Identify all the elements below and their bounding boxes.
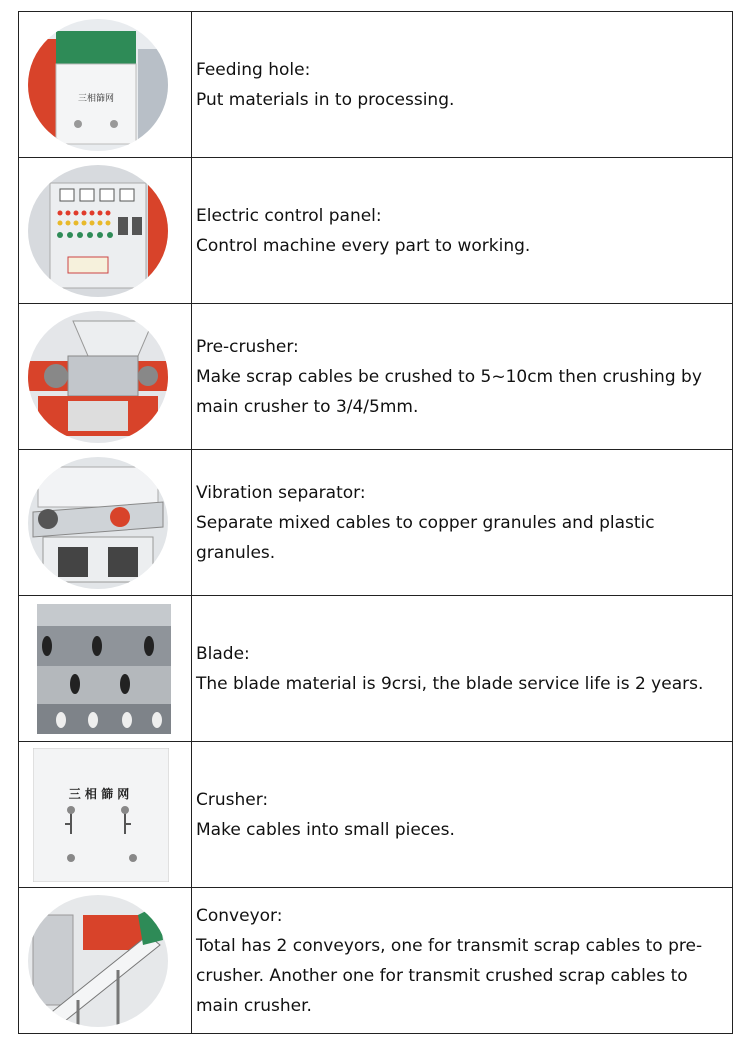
image-cell	[19, 304, 192, 450]
crusher-photo	[33, 748, 169, 882]
vibration-separator-photo	[28, 457, 168, 589]
table-row	[19, 888, 733, 1034]
pre-crusher-photo	[28, 311, 168, 443]
part-description: Make cables into small pieces.	[196, 819, 455, 840]
part-description: The blade material is 9crsi, the blade service life is 2 years.	[196, 673, 704, 694]
image-cell	[19, 742, 192, 888]
image-cell	[19, 158, 192, 304]
table-row	[19, 158, 733, 304]
feeding-hole-photo	[28, 19, 168, 151]
part-title: Conveyor:	[196, 905, 283, 926]
table-row	[19, 742, 733, 888]
machine-stamp: 三 相 篩 网	[68, 787, 130, 801]
part-title: Vibration separator:	[196, 482, 366, 503]
part-title: Pre-crusher:	[196, 336, 299, 357]
machine-parts-table	[18, 11, 733, 1034]
table-row	[19, 304, 733, 450]
text-cell	[192, 596, 733, 742]
image-cell	[19, 888, 192, 1034]
part-title: Crusher:	[196, 789, 269, 810]
machine-stamp: 三相篩网	[77, 94, 115, 104]
conveyor-photo	[28, 895, 168, 1027]
text-cell	[192, 158, 733, 304]
table-row	[19, 12, 733, 158]
control-panel-photo	[28, 165, 168, 297]
text-cell	[192, 888, 733, 1034]
part-description: Control machine every part to working.	[196, 235, 531, 256]
table-row	[19, 596, 733, 742]
part-description: Put materials in to processing.	[196, 89, 455, 110]
text-cell	[192, 742, 733, 888]
image-cell	[19, 450, 192, 596]
part-title: Blade:	[196, 643, 250, 664]
text-cell	[192, 450, 733, 596]
text-cell	[192, 304, 733, 450]
part-description: Total has 2 conveyors, one for transmit scrap cables to pre-crusher. Another one for transmit crushed scrap cables to main crusher.	[196, 935, 703, 1016]
part-title: Feeding hole:	[196, 59, 311, 80]
part-title: Electric control panel:	[196, 205, 382, 226]
text-cell	[192, 12, 733, 158]
blade-photo	[37, 604, 171, 734]
table-row	[19, 450, 733, 596]
part-description: Make scrap cables be crushed to 5~10cm then crushing by main crusher to 3/4/5mm.	[196, 366, 702, 417]
part-description: Separate mixed cables to copper granules and plastic granules.	[196, 512, 655, 563]
image-cell	[19, 12, 192, 158]
image-cell	[19, 596, 192, 742]
